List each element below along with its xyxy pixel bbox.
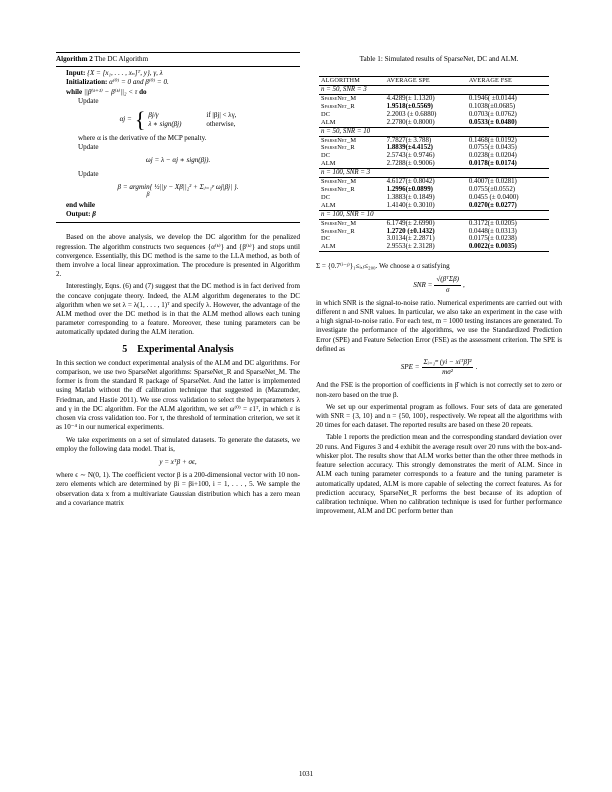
spe-denominator: mσ² (442, 368, 453, 377)
algorithm-cell: SparseNet_R (321, 185, 355, 193)
algorithm-title (56, 54, 300, 67)
spe-tail: . (475, 363, 478, 372)
table-row (319, 103, 549, 111)
header-fse: AVERAGE FSE (467, 77, 549, 86)
algorithm-cell: ALM (319, 243, 385, 251)
spe-cell: 2.2780(± 0.8000) (386, 118, 435, 126)
paragraph-data-model: We take experiments on a set of simulated datasets. To generate the datasets, we employ the following data model. That is, (56, 435, 300, 453)
spe-cell: 1.9518(±0.5569) (386, 102, 433, 110)
spe-cell: 1.8839(±4.4152) (386, 144, 433, 152)
spe-cell: 6.1749(± 2.6990) (386, 219, 435, 227)
case2-value: λ ∗ sign(βj) (148, 120, 182, 129)
table-group-row (319, 127, 549, 136)
model-equation: y = xᵀβ + σϵ, (159, 457, 197, 466)
right-column (316, 52, 562, 519)
init-label: Initialization: (66, 78, 108, 87)
table-row (319, 178, 549, 186)
section-heading (56, 345, 300, 354)
fse-cell: 0.0022(± 0.0035) (467, 243, 549, 251)
spe-cell: 4.4289(± 1.1320) (386, 95, 435, 103)
alpha-equation (56, 107, 300, 133)
algorithm-cell: DC (321, 110, 331, 118)
fse-cell: 0.0755(±0.0552) (468, 185, 516, 193)
omega-equation: ωj = λ − αj ∗ sign(βj). (145, 156, 211, 165)
snr-fraction (434, 275, 461, 294)
end-while: end while (66, 201, 95, 210)
paragraph-results: Table 1 reports the prediction mean and the corresponding standard deviation over 20 runs. And Figures 3 and 4 exhibit the average result over 20 runs with the box-and-whisker plot. The results show that ALM works better than the other three methods in feature selection accuracy. This strongly demonstrates the merit of ALM. Since in ALM each tuning parameter corresponds to a feature and the tuning parameter is automatically updated, ALM is more capable of selecting the correct features. As for prediction accuracy, SparseNet_R performs the best because of its adoption of calibration technique. When no calibration technique is used for further performance improvement, ALM and DC perform better than (316, 433, 562, 516)
spe-cell: 1.4140(± 0.3010) (386, 201, 435, 209)
fse-cell: 0.4007(± 0.0281) (468, 178, 517, 186)
group-label: n = 50, SNR = 3 (319, 86, 549, 95)
alpha-cases (148, 111, 236, 129)
algorithm-cell: DC (321, 235, 331, 243)
snr-equation (316, 275, 562, 294)
argmin-subscript: β (146, 192, 150, 199)
algorithm-name: The DC Algorithm (94, 55, 149, 63)
fse-cell: 0.0755(± 0.0435) (468, 144, 517, 152)
paragraph-program: We set up our experimental program as follows. Four sets of data are generated with SNR = {3, 10} and n = {50, 100}, respectively. We repeat all the algorithms with 20 times for each dataset. The reported results are based on these 20 repeats. (316, 402, 562, 430)
spe-cell: 2.9553(± 2.3128) (385, 243, 467, 251)
algorithm-cell: DC (321, 193, 331, 201)
spe-cell: 1.2720 (±0.1432) (386, 227, 435, 235)
algorithm-cell: SparseNet_M (321, 136, 357, 144)
fse-cell: 0.0448(± 0.0313) (468, 227, 517, 235)
algorithm-cell: SparseNet_R (321, 102, 355, 110)
spe-cell: 1.3883(± 0.1849) (386, 193, 435, 201)
algorithm-cell: ALM (321, 118, 336, 126)
fse-cell: 0.0270(± 0.0277) (468, 201, 517, 209)
spe-fraction (422, 358, 474, 377)
algorithm-cell: SparseNet_M (321, 178, 357, 186)
algorithm-label: Algorithm 2 (56, 55, 93, 63)
beta-equation: β = argmin{ ½||y − Xβ||₂² + Σⱼ₌₁ᵖ ωj|βj| }. (117, 182, 239, 191)
paragraph-dc-alm: Interestingly, Eqns. (6) and (7) suggest that the DC method is in fact derived from the concave conjugate theory. Indeed, the ALM algorithm degenerates to the DC algorithm when we set λ = λ(1, . . . , 1)ᵀ and specify λ. However, the advantage of the ALM method over the DC method is in that the ALM method allows each tuning parameter corresponding to a feature. Moreover, these tuning parameters can be automatically updated during the ALM iteration. (56, 282, 300, 337)
table-row (319, 243, 549, 251)
results-table (319, 76, 549, 252)
spe-cell: 2.7288(± 0.9006) (386, 160, 435, 168)
where-text: where α is the derivative of the MCP penalty. (78, 134, 207, 143)
paragraph-fse: And the FSE is the proportion of coefficients in β̂ which is not correctly set to zero or non-zero based on the true β. (316, 381, 562, 399)
paragraph-coefficients: where ϵ ∼ N(0, 1). The coefficient vector β is a 200-dimensional vector with 10 non-zero elements which are determined by βi = βi+100, i = 1, . . . , 5. We sample the observation data x from a multivariate Gaussian distribution which has a zero mean and a covariance matrix (56, 471, 300, 507)
section-number: 5 (122, 343, 128, 355)
left-column (56, 52, 300, 511)
snr-tail: , (463, 280, 465, 289)
algorithm-cell: DC (321, 152, 331, 160)
algorithm-init (56, 78, 300, 87)
table-row (319, 95, 549, 103)
algorithm-box (56, 52, 300, 223)
left-brace-icon: { (134, 107, 146, 133)
snr-lhs: SNR = (413, 280, 433, 289)
update-step-2: Update (78, 143, 99, 152)
fse-cell: 0.1468(± 0.0192) (468, 136, 517, 144)
table-row (319, 160, 549, 168)
algorithm-cell: SparseNet_M (321, 95, 357, 103)
fse-cell: 0.3172(± 0.0205) (468, 219, 517, 227)
table-row (319, 136, 549, 144)
header-algorithm: ALGORITHM (319, 77, 385, 86)
spe-cell: 7.7827(± 3.788) (386, 136, 432, 144)
section-title: Experimental Analysis (137, 343, 234, 355)
table-row (319, 186, 549, 194)
spe-cell: 2.2003 (± 0.6880) (386, 110, 437, 118)
algorithm-cell: SparseNet_R (321, 227, 355, 235)
algorithm-cell: ALM (321, 201, 336, 209)
snr-numerator: √(βᵀΣβ) (434, 275, 461, 285)
output-value: β (92, 210, 96, 219)
paragraph-snr: in which SNR is the signal-to-noise ratio. Numerical experiments are carried out with different n and SNR values. In particular, we also take an experiment in the case with a high signal-to-noise ratio. For each test, m = 1000 testing instances are generated. To investigate the performance of the algorithms, we use the Standardized Prediction Error (SPE) and Feature Selection Error (FSE) as the assessment criterion. The SPE is defined as (316, 298, 562, 353)
algorithm-cell: SparseNet_M (321, 219, 357, 227)
table-row (319, 202, 549, 210)
spe-numerator: Σᵢ₌₁ᵐ (yi − xiᵀβ̂)² (422, 358, 474, 368)
fse-cell: 0.0238(± 0.0204) (468, 152, 517, 160)
table-row (319, 194, 549, 202)
page-number: 1031 (298, 770, 314, 778)
algorithm-cell: SparseNet_R (321, 144, 355, 152)
table-row (319, 152, 549, 160)
fse-cell: 0.1038(±0.0685) (468, 102, 516, 110)
algorithm-cell: ALM (321, 160, 336, 168)
snr-denominator: σ (445, 285, 450, 294)
alpha-lhs: αj = (119, 115, 132, 124)
table-row (319, 144, 549, 152)
paragraph-experiment-setup: In this section we conduct experimental analysis of the ALM and DC algorithms. For comparison, we use two SparseNet algorithms: SparseNet_R and SparseNet_M. The former is from the standard R package of SparseNet. And the latter is implemented using Matlab without the df calibration technique that suggested in (Mazumder, Friedman, and Hastie 2011). We use cross validation to select the hyperparameters λ and γ in the DC algorithm. For the ALM algorithm, we set ω⁽⁰⁾ = ε1ᵀ, in which ε is chosen via cross validation too. For τ, the threshold of termination criterion, we set it as 10⁻⁴ in our numerical experiments. (56, 358, 300, 432)
spe-cell: 1.2996(±0.0899) (386, 185, 433, 193)
fse-cell: 0.0175(± 0.0238) (468, 235, 517, 243)
update-step-1: Update (78, 96, 99, 105)
table-row (319, 235, 549, 243)
algorithm-output (56, 210, 300, 219)
table-group-row (319, 169, 549, 178)
table-body (319, 86, 549, 252)
spe-cell: 4.6127(± 0.8042) (386, 178, 435, 186)
spe-cell: 2.5743(± 0.9746) (386, 152, 435, 160)
header-spe: AVERAGE SPE (385, 77, 467, 86)
output-label: Output: (66, 210, 91, 219)
fse-cell: 0.0178(± 0.0174) (468, 160, 517, 168)
fse-cell: 0.0703(± 0.0762) (468, 110, 517, 118)
update-step-3: Update (78, 169, 99, 178)
do-label: do (139, 87, 147, 96)
spe-lhs: SPE = (400, 363, 420, 372)
spe-equation (316, 358, 562, 377)
table-group-row (319, 210, 549, 219)
fse-cell: 0.0455 (± 0.0400) (468, 193, 519, 201)
table-group-row (319, 86, 549, 95)
table-row (319, 228, 549, 236)
algorithm-input (56, 69, 300, 78)
while-label: while (66, 87, 83, 96)
init-value: α⁽⁰⁾ = 0 and β⁽⁰⁾ = 0. (109, 78, 169, 87)
group-label: n = 50, SNR = 10 (319, 127, 549, 136)
table-header-row (319, 77, 549, 86)
fse-cell: 0.0533(± 0.0480) (468, 118, 517, 126)
table-row (319, 219, 549, 227)
table-caption: Table 1: Simulated results of SparseNet, DC and ALM. (359, 55, 519, 63)
table-row (319, 111, 549, 119)
fse-cell: 0.1946( ±0.0144) (468, 95, 517, 103)
group-label: n = 100, SNR = 10 (319, 210, 549, 219)
input-label: Input: (66, 69, 86, 78)
while-condition: ||β⁽ᵏ⁺¹⁾ − β⁽ᵏ⁾||₂ < τ (83, 87, 138, 96)
algorithm-while (56, 88, 300, 97)
input-value: {X = [x₁, . . . , xₙ]ᵀ, y}, γ, λ (87, 69, 163, 78)
case2-condition: otherwise, (206, 120, 236, 129)
spe-cell: 3.0134(± 2.2871) (386, 235, 435, 243)
table-row (319, 119, 549, 127)
case1-condition: if |βj| < λγ, (206, 111, 237, 120)
case1-value: βj/γ (148, 111, 159, 120)
paragraph-dc-intro: Based on the above analysis, we develop the DC algorithm for the penalized regression. The algorithm constructs two sequences {α⁽ᵏ⁾} and {β⁽ᵏ⁾} and stops until convergence. Essentially, this DC method is the same to the LLA method, as both of them involve a local linear approximation. The procedure is presented in Algorithm 2. (56, 233, 300, 279)
paragraph-covariance: Σ = {0.7⁽ⁱ⁻ʲ⁾}₁≤ᵢ,ⱼ≤₂₀₀. We choose a σ satisfying (316, 262, 450, 271)
group-label: n = 100, SNR = 3 (319, 169, 549, 178)
